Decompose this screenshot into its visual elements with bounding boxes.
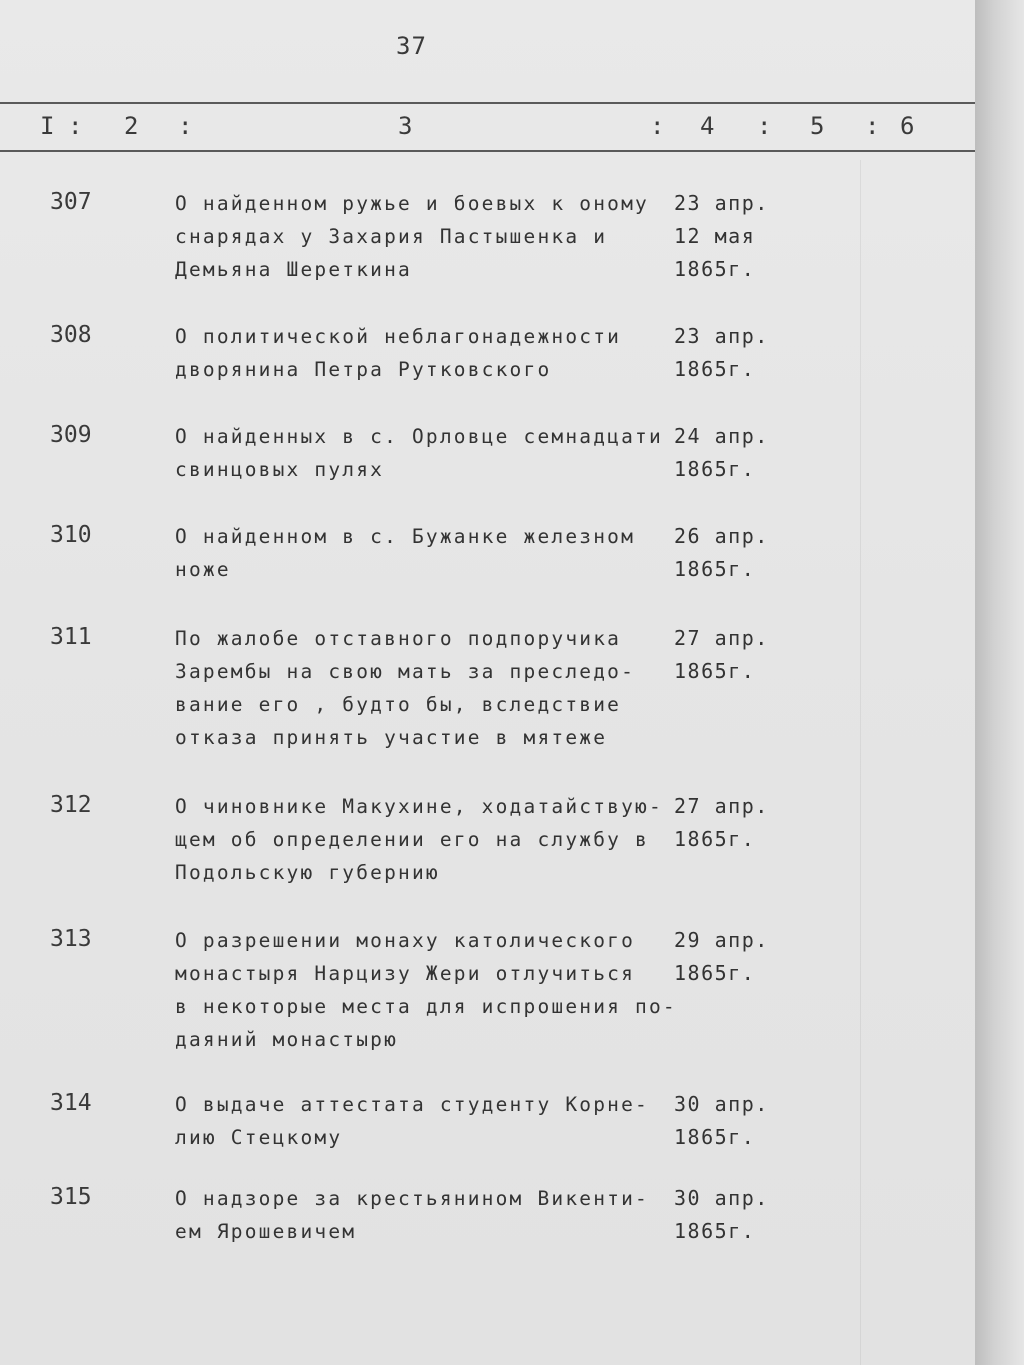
entry-date [674, 790, 769, 856]
entry-date-line: 30 апр. [674, 1092, 769, 1116]
entry-date-line: 1865г. [674, 961, 756, 985]
header-separator: : [865, 112, 880, 140]
entry-number: 311 [50, 624, 92, 650]
entry-number: 307 [50, 189, 92, 215]
entry-title-line: О найденном в с. Бужанке железном [175, 525, 636, 548]
entry-title [175, 187, 665, 286]
entry-date-line: 1865г. [674, 827, 756, 851]
entry-date-line: 1865г. [674, 659, 756, 683]
entry-title-line: По жалобе отставного подпоручика [175, 627, 622, 650]
entry-title-line: О чиновнике Макухине, ходатайствую- [175, 795, 663, 818]
entry-title [175, 924, 677, 1056]
entry-title-line: ем Ярошевичем [175, 1220, 357, 1243]
entry-number: 310 [50, 522, 92, 548]
entry-title-line: Демьяна Шереткина [175, 258, 412, 281]
header-col-2: 2 [124, 112, 139, 140]
entry-number: 314 [50, 1090, 92, 1116]
entry-title-line: лию Стецкому [175, 1126, 343, 1149]
entry-date-line: 30 апр. [674, 1186, 769, 1210]
entry-date-line: 12 мая [674, 224, 756, 248]
header-top-rule [0, 102, 978, 104]
entry-number: 313 [50, 926, 92, 952]
entry-date [674, 622, 769, 688]
entry-date-line: 24 апр. [674, 424, 769, 448]
entry-date-line: 1865г. [674, 257, 756, 281]
entry-title [175, 320, 665, 386]
header-col-4: 4 [700, 112, 715, 140]
header-separator: : [178, 112, 193, 140]
page-edge [975, 0, 1024, 1365]
entry-number: 308 [50, 322, 92, 348]
entry-date-line: 27 апр. [674, 626, 769, 650]
entry-number: 312 [50, 792, 92, 818]
entry-date-line: 1865г. [674, 1125, 756, 1149]
header-col-5: 5 [810, 112, 825, 140]
header-col-6: 6 [900, 112, 915, 140]
entry-title-line: О выдаче аттестата студенту Корне- [175, 1093, 649, 1116]
entry-title-line: свинцовых пулях [175, 458, 385, 481]
entry-date [674, 1088, 769, 1154]
header-bottom-rule [0, 150, 978, 152]
header-col-1: I [40, 112, 55, 140]
entry-number: 309 [50, 422, 92, 448]
header-separator: : [68, 112, 83, 140]
entry-title-line: Подольскую губернию [175, 861, 440, 884]
entry-title-line: отказа принять участие в мятеже [175, 726, 608, 749]
entry-title [175, 520, 665, 586]
entry-title [175, 790, 665, 889]
entry-date-line: 26 апр. [674, 524, 769, 548]
entry-title-line: ноже [175, 558, 231, 581]
entry-title [175, 1182, 665, 1248]
entry-title-line: О надзоре за крестьянином Викенти- [175, 1187, 649, 1210]
header-separator: : [650, 112, 665, 140]
header-separator: : [757, 112, 772, 140]
entry-number: 315 [50, 1184, 92, 1210]
entry-title-line: в некоторые места для испрошения по- [175, 995, 677, 1018]
entry-date [674, 1182, 769, 1248]
entry-date [674, 924, 769, 990]
entry-date-line: 23 апр. [674, 191, 769, 215]
entry-title-line: Зарембы на свою мать за преследо- [175, 660, 636, 683]
entry-title-line: О политической неблагонадежности [175, 325, 622, 348]
entry-title-line: О разрешении монаху католического [175, 929, 636, 952]
entry-date-line: 1865г. [674, 557, 756, 581]
entry-title [175, 420, 665, 486]
entry-date-line: 1865г. [674, 1219, 756, 1243]
entry-title-line: даяний монастырю [175, 1028, 399, 1051]
entry-date [674, 520, 769, 586]
column-divider [860, 160, 861, 1365]
entry-title-line: щем об определении его на службу в [175, 828, 649, 851]
entry-title-line: дворянина Петра Рутковского [175, 358, 552, 381]
entry-title-line: снарядах у Захария Пастышенка и [175, 225, 608, 248]
entry-date-line: 23 апр. [674, 324, 769, 348]
entry-title [175, 1088, 665, 1154]
entry-title [175, 622, 665, 754]
entry-title-line: вание его , будто бы, вследствие [175, 693, 622, 716]
entry-date-line: 1865г. [674, 357, 756, 381]
header-col-3: 3 [398, 112, 413, 140]
page-number: 37 [396, 32, 427, 60]
entry-date [674, 187, 769, 286]
entry-date [674, 320, 769, 386]
entry-title-line: О найденном ружье и боевых к оному [175, 192, 649, 215]
entry-title-line: О найденных в с. Орловце семнадцати [175, 425, 663, 448]
entry-date-line: 27 апр. [674, 794, 769, 818]
entry-date-line: 29 апр. [674, 928, 769, 952]
entry-title-line: монастыря Нарцизу Жери отлучиться [175, 962, 636, 985]
entry-date-line: 1865г. [674, 457, 756, 481]
entry-date [674, 420, 769, 486]
